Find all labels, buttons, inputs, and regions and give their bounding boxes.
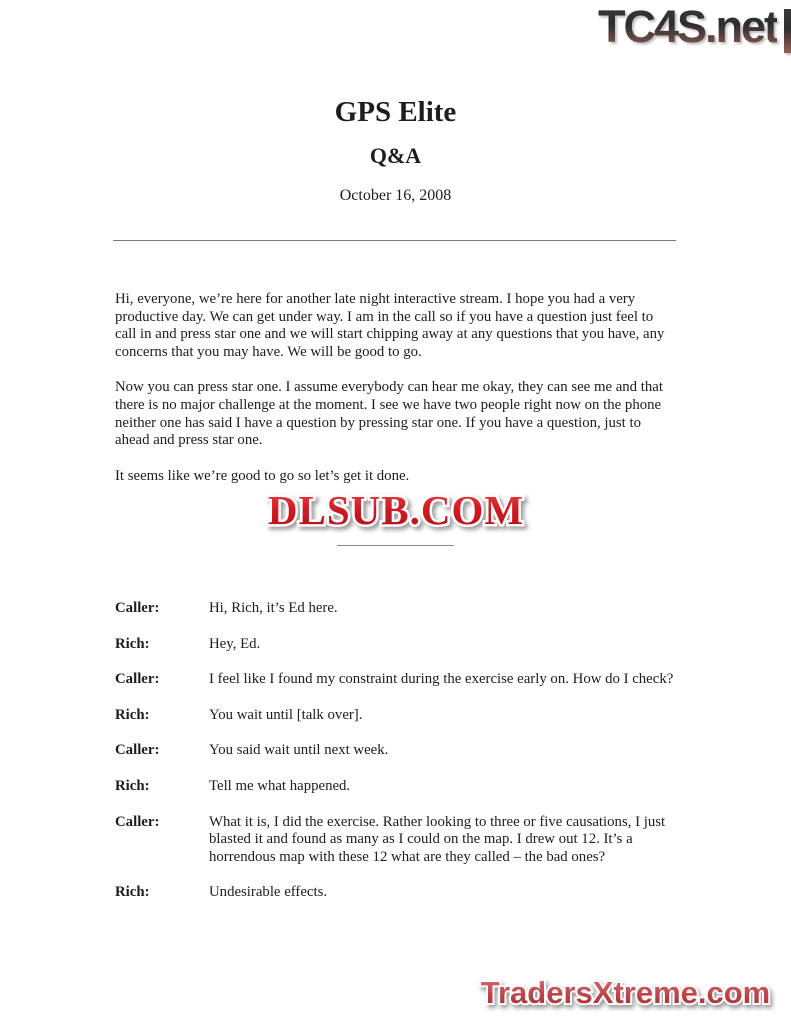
speaker-text: Undesirable effects.	[209, 884, 328, 901]
tc4s-logo-clipped-edge	[784, 9, 791, 53]
speaker-text: Hi, Rich, it’s Ed here.	[209, 600, 338, 616]
section-divider	[113, 240, 676, 241]
page-title: GPS Elite	[334, 96, 457, 128]
tradersxtreme-logo	[463, 971, 788, 1020]
transcript-row	[115, 707, 676, 725]
transcript-row	[115, 778, 676, 796]
title-block	[0, 97, 791, 205]
transcript-row	[115, 884, 676, 902]
transcript-row	[115, 636, 676, 654]
small-divider	[337, 545, 454, 546]
speaker-text: What it is, I did the exercise. Rather looking to three or five causations, I just blasted it and found as many as I could on the map. I drew out 12. It’s a horrendous map with these 12 what are they called – the bad ones?	[209, 813, 666, 865]
speaker-text: You wait until [talk over].	[209, 706, 363, 723]
speaker-label: Rich:	[115, 635, 150, 652]
page-date: October 16, 2008	[339, 187, 452, 205]
speaker-label: Rich:	[115, 706, 150, 723]
transcript-row	[115, 814, 676, 867]
tc4s-logo-text: TC4S.net	[597, 1, 777, 52]
speaker-label: Caller:	[115, 600, 160, 616]
tradersxtreme-logo-graphic	[463, 971, 788, 1015]
dlsub-logo-graphic	[246, 486, 546, 536]
speaker-text: I feel like I found my constraint during the exercise early on. How do I check?	[209, 671, 674, 688]
intro-paragraph-1: Hi, everyone, we’re here for another late night interactive stream. I hope you had a very productive day. We can get under way. I am in the call so if you have a question just feel to call in and press star one and we will start chipping away at any questions that you have, any concerns that you may have. We will be good to go.	[115, 291, 665, 360]
tc4s-logo	[598, 2, 777, 52]
transcript-row	[115, 742, 676, 760]
dlsub-logo-text: DLSUB.COM	[267, 487, 524, 533]
speaker-label: Caller:	[115, 813, 160, 830]
speaker-label: Rich:	[115, 884, 150, 901]
page-subtitle: Q&A	[369, 142, 422, 168]
speaker-label: Caller:	[115, 742, 160, 759]
intro-paragraph-2: Now you can press star one. I assume everybody can hear me okay, they can see me and that there is no major challenge at the moment. I see we have two people right now on the phone neither one has said I have a question by pressing star one. If you have a question, just to ahead and press star one.	[115, 379, 663, 449]
intro-paragraph-3: It seems like we’re good to go so let’s get it done.	[115, 467, 410, 484]
intro-section	[115, 291, 678, 503]
speaker-text: Hey, Ed.	[209, 635, 261, 652]
speaker-text: You said wait until next week.	[209, 742, 389, 759]
transcript-section	[115, 600, 676, 920]
transcript-row	[115, 671, 676, 689]
transcript-row	[115, 600, 676, 618]
dlsub-watermark-logo	[0, 486, 791, 541]
speaker-label: Rich:	[115, 777, 150, 794]
speaker-text: Tell me what happened.	[209, 777, 351, 794]
tradersxtreme-logo-text: TradersXtreme.com	[480, 975, 771, 1010]
speaker-label: Caller:	[115, 671, 160, 688]
